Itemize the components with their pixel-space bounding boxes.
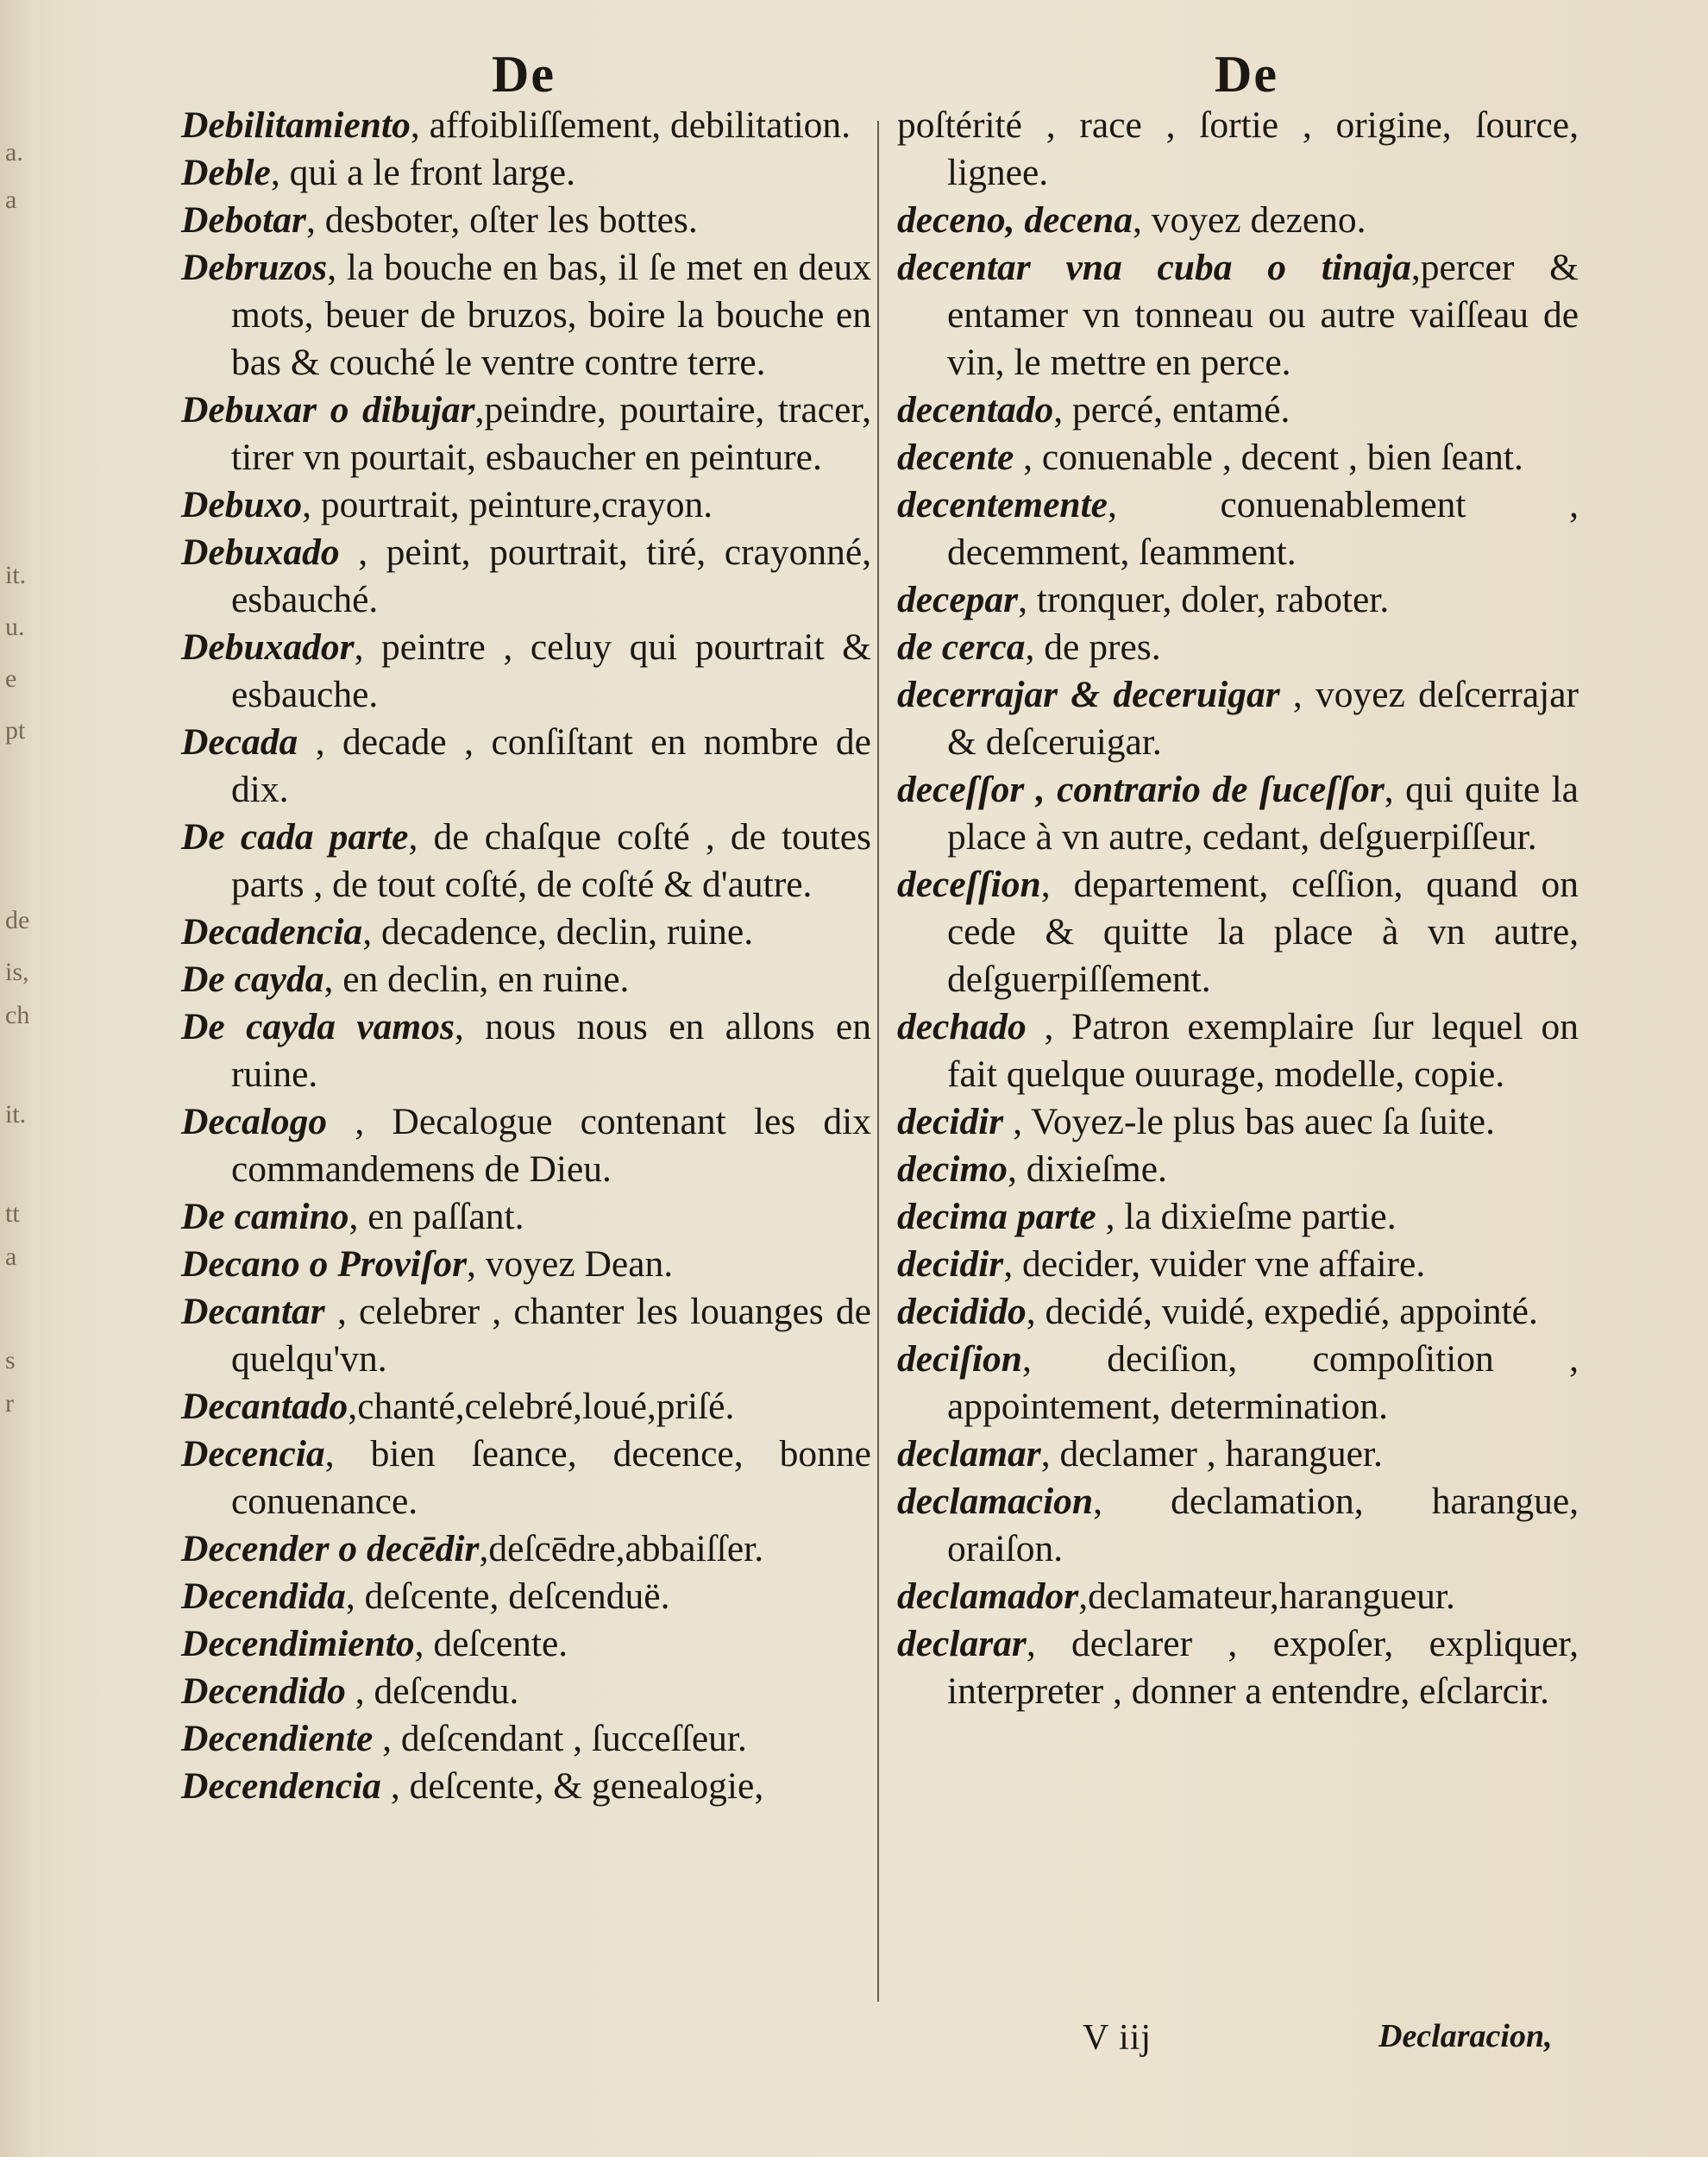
entry-headword: decima parte (897, 1196, 1096, 1237)
entry-definition: , peintre , celuy qui pourtrait & esbauche. (231, 626, 871, 715)
entry-definition: ,declamateur,harangueur. (1078, 1575, 1455, 1617)
entry-definition: , percé, entamé. (1053, 389, 1290, 431)
bleed-glyph: r (5, 1389, 14, 1418)
entry-definition: , pourtrait, peinture,crayon. (302, 484, 713, 525)
entry-headword: decidir (897, 1101, 1004, 1142)
bleed-glyph: e (5, 664, 17, 693)
entry-definition: , deciſion, compoſition , appointement, determination. (947, 1338, 1579, 1427)
dictionary-entry (181, 956, 871, 1003)
bleed-glyph: a. (5, 138, 23, 167)
dictionary-entry (181, 1003, 871, 1098)
signature-mark: V iij (1083, 2018, 1152, 2058)
bleed-glyph: it. (5, 561, 27, 589)
entry-headword: Debotar (181, 199, 306, 241)
dictionary-entry (181, 719, 871, 814)
bleed-glyph: a (5, 1242, 17, 1271)
dictionary-entry (897, 1288, 1579, 1336)
dictionary-entry (181, 1288, 871, 1383)
dictionary-entry (897, 1241, 1579, 1288)
entry-headword: De cada parte (181, 816, 409, 858)
entry-definition: , dixieſme. (1008, 1148, 1167, 1190)
dictionary-entry (181, 624, 871, 719)
bleed-glyph: a (5, 186, 17, 214)
entry-headword: decentar vna cuba o tinaja (897, 247, 1411, 288)
running-head-left: De (492, 46, 556, 103)
entry-headword: Decendencia (181, 1765, 381, 1807)
dictionary-entry (897, 197, 1579, 244)
entry-headword: Decalogo (181, 1101, 328, 1142)
entry-headword: Debuxar o dibujar (181, 389, 475, 431)
entry-definition: , decadence, declin, ruine. (362, 911, 754, 953)
dictionary-entry (181, 529, 871, 624)
dictionary-entry (181, 1715, 871, 1763)
entry-definition: , qui quite la place à vn autre, cedant, deſguerpiſſeur. (947, 769, 1579, 858)
entry-definition: poſtérité , race , ſortie , origine, ſource, lignee. (897, 104, 1579, 193)
dictionary-entry (181, 481, 871, 529)
dictionary-entry (181, 1573, 871, 1620)
entry-headword: decentemente (897, 484, 1108, 525)
bleed-glyph: tt (5, 1199, 20, 1228)
entry-headword: declarar (897, 1623, 1027, 1664)
catchword: Declaracion, (1378, 2018, 1553, 2054)
bleed-glyph: it. (5, 1100, 27, 1129)
dictionary-entry (897, 1146, 1579, 1193)
entry-headword: decimo (897, 1148, 1008, 1190)
entry-headword: decente (897, 437, 1014, 478)
entry-headword: decidir (897, 1243, 1004, 1285)
entry-definition: , declarer , expoſer, expliquer, interpreter , donner a entendre, eſclarcir. (947, 1623, 1579, 1712)
running-head-right: De (1215, 46, 1278, 103)
entry-definition: , deſcendant , ſucceſſeur. (373, 1718, 747, 1759)
entry-headword: Decencia (181, 1433, 325, 1475)
dictionary-entry (181, 1431, 871, 1525)
bleed-glyph: de (5, 906, 30, 934)
dictionary-entry (181, 814, 871, 909)
entry-headword: Decada (181, 721, 298, 763)
entry-headword: decentado (897, 389, 1054, 431)
bleed-glyph: is, (5, 958, 29, 986)
dictionary-entry (181, 244, 871, 387)
dictionary-entry (897, 861, 1579, 1003)
entry-headword: Debilitamiento (181, 104, 411, 146)
entry-headword: De cayda vamos (181, 1006, 455, 1047)
entry-headword: Deble (181, 152, 271, 193)
entry-definition: , decider, vuider vne affaire. (1003, 1243, 1426, 1285)
entry-definition: , Patron exemplaire ſur lequel on fait quelque ouurage, modelle, copie. (947, 1006, 1579, 1095)
entry-headword: Decendida (181, 1575, 346, 1617)
dictionary-entry (897, 387, 1579, 434)
entry-headword: Debuxador (181, 626, 355, 668)
entry-definition: , departement, ceſſion, quand on cede & quitte la place à vn autre, deſguerpiſſement. (947, 864, 1579, 1000)
entry-definition: , peint, pourtrait, tiré, crayonné, esbauché. (231, 531, 871, 620)
dictionary-entry (181, 1098, 871, 1193)
column-rule (877, 121, 879, 2002)
entry-definition: , decidé, vuidé, expedié, appointé. (1026, 1291, 1538, 1332)
entry-definition: , Voyez-le plus bas auec ſa ſuite. (1003, 1101, 1495, 1142)
entry-definition: , deſcente. (414, 1623, 568, 1664)
entry-headword: De cayda (181, 959, 324, 1000)
entry-headword: deciſion (897, 1338, 1022, 1380)
dictionary-entry (897, 1620, 1579, 1715)
entry-definition: , tronquer, doler, raboter. (1018, 579, 1390, 620)
entry-definition: , declamer , haranguer. (1040, 1433, 1383, 1475)
right-column (897, 102, 1579, 1715)
dictionary-entry (897, 1193, 1579, 1241)
entry-definition: , en declin, en ruine. (323, 959, 630, 1000)
dictionary-entry (897, 1003, 1579, 1098)
entry-headword: De camino (181, 1196, 349, 1237)
entry-headword: dechado (897, 1006, 1027, 1047)
dictionary-entry (897, 244, 1579, 387)
entry-headword: Debruzos (181, 247, 328, 288)
entry-definition: , desboter, oſter les bottes. (306, 199, 698, 241)
entry-definition: ,percer & entamer vn tonneau ou autre vaiſſeau de vin, le mettre en perce. (947, 247, 1579, 383)
entry-headword: declamador (897, 1575, 1079, 1617)
entry-definition: , decade , conſiſtant en nombre de dix. (231, 721, 871, 810)
dictionary-entry (897, 671, 1579, 766)
dictionary-entry (181, 1763, 871, 1810)
entry-definition: , nous nous en allons en ruine. (231, 1006, 871, 1095)
bleed-glyph: ch (5, 1001, 30, 1029)
bleed-glyph: pt (5, 716, 26, 745)
entry-definition: , conuenablement , decemment, ſeamment. (947, 484, 1579, 573)
dictionary-entry (897, 576, 1579, 624)
entry-definition: , bien ſeance, decence, bonne conuenance. (231, 1433, 871, 1522)
entry-definition: , deſcente, deſcenduë. (345, 1575, 670, 1617)
entry-headword: Decendido (181, 1670, 346, 1712)
entry-headword: deceſſor , contrario de ſuceſſor (897, 769, 1385, 810)
entry-definition: , celebrer , chanter les louanges de quelqu'vn. (231, 1291, 871, 1380)
entry-definition: , de chaſque coſté , de toutes parts , de tout coſté, de coſté & d'autre. (231, 816, 871, 905)
margin-bleed-through (0, 0, 35, 2157)
entry-definition: , de pres. (1025, 626, 1161, 668)
entry-definition: ,deſcēdre,abbaiſſer. (479, 1528, 764, 1569)
dictionary-entry (897, 1336, 1579, 1431)
dictionary-entry (897, 481, 1579, 576)
entry-headword: deceſſion (897, 864, 1041, 905)
dictionary-entry (181, 1241, 871, 1288)
entry-definition: , deſcente, & genealogie, (380, 1765, 764, 1807)
entry-definition: , declamation, harangue, oraiſon. (947, 1481, 1579, 1569)
entry-definition: , affoibliſſement, debilitation. (410, 104, 851, 146)
entry-headword: Decadencia (181, 911, 363, 953)
entry-definition: , qui a le front large. (270, 152, 575, 193)
dictionary-entry (181, 1620, 871, 1668)
dictionary-entry (181, 1383, 871, 1431)
entry-headword: Decantar (181, 1291, 325, 1332)
entry-headword: declamar (897, 1433, 1041, 1475)
dictionary-entry (181, 149, 871, 197)
dictionary-entry (897, 1573, 1579, 1620)
entry-headword: Decender o decēdir (181, 1528, 480, 1569)
dictionary-entry (181, 387, 871, 481)
dictionary-entry (181, 909, 871, 956)
entry-definition: , voyez Dean. (467, 1243, 674, 1285)
left-column (181, 102, 871, 1810)
dictionary-entry (897, 102, 1579, 197)
entry-headword: decerrajar & deceruigar (897, 674, 1280, 715)
dictionary-entry (181, 1668, 871, 1715)
dictionary-entry (181, 1193, 871, 1241)
entry-headword: de cerca (897, 626, 1026, 668)
entry-definition: , la bouche en bas, il ſe met en deux mots, beuer de bruzos, boire la bouche en bas & couché le ventre contre terre. (231, 247, 871, 383)
entry-headword: declamacion (897, 1481, 1094, 1522)
dictionary-entry (897, 766, 1579, 861)
entry-headword: decepar (897, 579, 1019, 620)
dictionary-entry (181, 1525, 871, 1573)
dictionary-entry (897, 1098, 1579, 1146)
entry-headword: Debuxo (181, 484, 303, 525)
entry-definition: , deſcendu. (345, 1670, 519, 1712)
dictionary-entry (181, 197, 871, 244)
entry-headword: Decano o Proviſor (181, 1243, 468, 1285)
bleed-glyph: s (5, 1346, 16, 1374)
entry-definition: , conuenable , decent , bien ſeant. (1014, 437, 1523, 478)
entry-headword: decidido (897, 1291, 1027, 1332)
bleed-glyph: u. (5, 613, 25, 641)
entry-headword: Decendiente (181, 1718, 374, 1759)
entry-definition: , en paſſant. (349, 1196, 524, 1237)
dictionary-entry (181, 102, 871, 149)
dictionary-entry (897, 624, 1579, 671)
dictionary-entry (897, 1478, 1579, 1573)
entry-definition: ,chanté,celebré,loué,priſé. (348, 1386, 735, 1427)
entry-definition: ,peindre, pourtaire, tracer, tirer vn pourtait, esbaucher en peinture. (231, 389, 872, 478)
entry-definition: , voyez deſcerrajar & deſceruigar. (947, 674, 1579, 763)
entry-headword: deceno, decena (897, 199, 1133, 241)
dictionary-entry (897, 434, 1579, 481)
dictionary-entry (897, 1431, 1579, 1478)
entry-headword: Debuxado (181, 531, 340, 573)
entry-definition: , voyez dezeno. (1132, 199, 1366, 241)
entry-headword: Decendimiento (181, 1623, 415, 1664)
entry-definition: , Decalogue contenant les dix commandemens de Dieu. (231, 1101, 871, 1190)
entry-headword: Decantado (181, 1386, 349, 1427)
entry-definition: , la dixieſme partie. (1096, 1196, 1397, 1237)
